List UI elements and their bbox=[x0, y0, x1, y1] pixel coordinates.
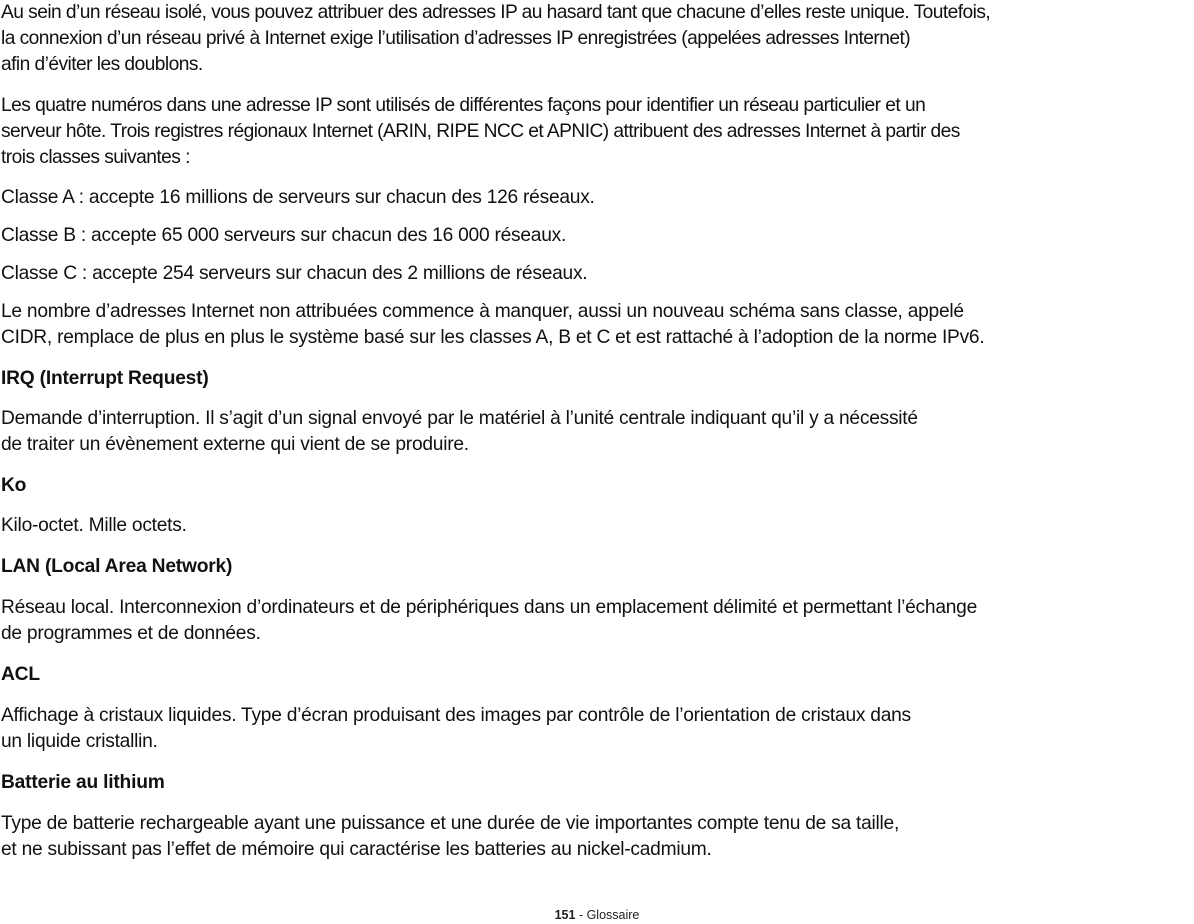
page-number: 151 bbox=[554, 908, 576, 922]
term-lithium-battery: Batterie au lithium bbox=[1, 772, 165, 793]
page-footer bbox=[0, 908, 1194, 922]
footer-section: - Glossaire bbox=[575, 908, 640, 922]
definition-irq: Demande d’interruption. Il s’agit d’un signal envoyé par le matériel à l’unité centrale indiquant qu’il y a nécessité de traiter un évènement externe qui vient de se produire. bbox=[1, 408, 918, 455]
definition-lithium-battery: Type de batterie rechargeable ayant une puissance et une durée de vie importantes compte tenu de sa taille, et ne subissant pas l’effet de mémoire qui caractérise les batteries au nickel-cadmium. bbox=[1, 813, 900, 860]
paragraph-cidr: Le nombre d’adresses Internet non attribuées commence à manquer, aussi un nouveau schéma sans classe, appelé CIDR, remplace de plus en plus le système basé sur les classes A, B et C et est rattaché à l’adoption de la norme IPv6. bbox=[1, 301, 985, 348]
paragraph-class-b: Classe B : accepte 65 000 serveurs sur chacun des 16 000 réseaux. bbox=[1, 225, 567, 246]
definition-lan: Réseau local. Interconnexion d’ordinateurs et de périphériques dans un emplacement délimité et permettant l’échange de programmes et de données. bbox=[1, 597, 978, 644]
definition-acl: Affichage à cristaux liquides. Type d’écran produisant des images par contrôle de l’orientation de cristaux dans un liquide cristallin. bbox=[1, 705, 911, 752]
definition-ko: Kilo-octet. Mille octets. bbox=[1, 515, 187, 536]
term-lan: LAN (Local Area Network) bbox=[1, 556, 233, 577]
paragraph-ip-numbers: Les quatre numéros dans une adresse IP sont utilisés de différentes façons pour identifier un réseau particulier et un serveur hôte. Trois registres régionaux Internet (ARIN, RIPE NCC et APNIC) attribuent des adresses Internet à partir des trois classes suivantes : bbox=[1, 95, 960, 168]
term-acl: ACL bbox=[1, 664, 40, 685]
paragraph-ip-unique: Au sein d’un réseau isolé, vous pouvez attribuer des adresses IP au hasard tant que chacune d’elles reste unique. Toutefois, la connexion d’un réseau privé à Internet exige l’utilisation d’adresses IP enregistrées (appelées adresses Internet) afin d’éviter les doublons. bbox=[1, 2, 991, 75]
paragraph-class-a: Classe A : accepte 16 millions de serveurs sur chacun des 126 réseaux. bbox=[1, 187, 595, 208]
page-content bbox=[1, 0, 1193, 863]
term-irq: IRQ (Interrupt Request) bbox=[1, 368, 209, 389]
term-ko: Ko bbox=[1, 475, 27, 496]
paragraph-class-c: Classe C : accepte 254 serveurs sur chacun des 2 millions de réseaux. bbox=[1, 263, 588, 284]
